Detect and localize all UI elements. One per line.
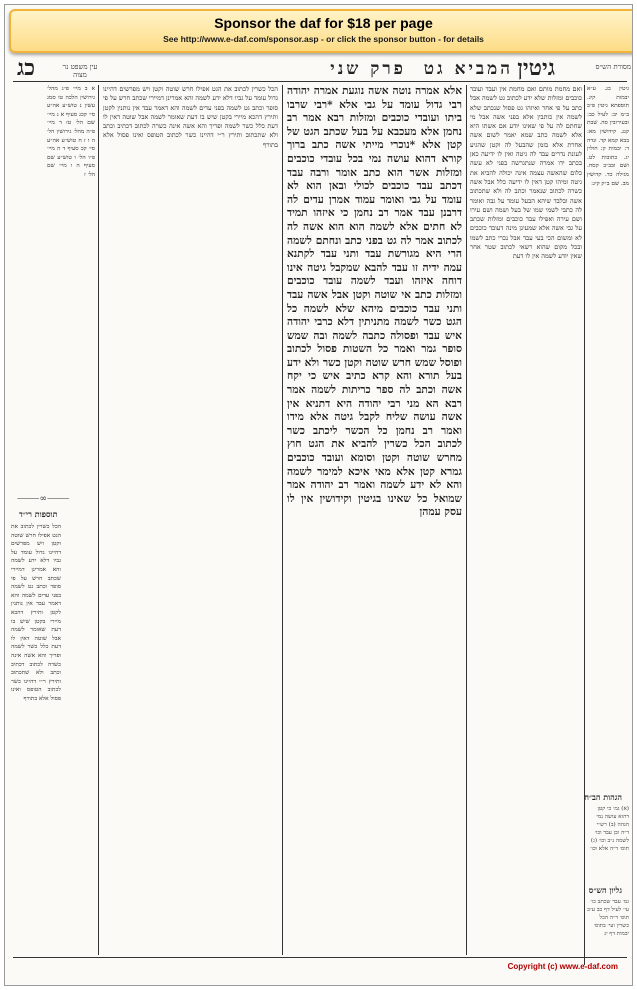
gemara-text (287, 85, 462, 955)
margin-right-label: מסורת הש״ס (595, 63, 631, 71)
header-rule (13, 81, 627, 82)
rashi-commentary (470, 85, 582, 955)
hagahot-title: הגהות הב״ח (584, 792, 622, 802)
tractate-title: גיטין (517, 55, 555, 81)
hagahot-text: (א) גמ׳ כי קטן דהוא עושה נמי הגהה (ב) רש״י ד״ה ובן עבד וכו׳ לשמה נ״ב וכו׳ (ג) תוס׳ ד״ה אלא וכו׳ (590, 806, 629, 852)
daf-number: כג (17, 55, 36, 81)
copyright-notice[interactable]: Copyright (c) www.e-daf.com (507, 962, 618, 971)
margin-right-divider (584, 85, 585, 965)
rashi-divider (466, 85, 467, 955)
page-header (15, 57, 633, 79)
sponsor-subtitle[interactable]: See http://www.e-daf.com/sponsor.asp - or click the sponsor button - for details (163, 34, 484, 44)
tosafot-commentary (103, 85, 278, 955)
tosafot-text: הכל כשרין לכתוב את הגט אפילו חרש שוטה וקטן ויש מפרשים דהיינו גדול עומד על גביו דלא ידע לשמה והא אמרינן דמיירי שכתב חרש על פי סופר וכתב גט לשמה בפני עדים לשמה והא דאמר עבד אין נותנין לקטן ותירץ דהכא מיירי בקטן שיש בו דעת שאומר לשמה אבל שוטה דאין לו דעת כלל כשר לשמה ופריך והא אשה אינה כשרה לכתוב דכתיב וכתב ולא שתכתוב ותירץ ר״י דהיינו כשר לכתוב הטופס ואינו פסול אלא בתורף (103, 85, 278, 149)
sponsor-banner[interactable] (9, 9, 633, 53)
gemara-divider (282, 85, 283, 955)
rashi-text: ואם מחמת מותם ואם מחמת אין ועבד ועובד כוכבים ומזלות שלא ידע לכתוב גט לשמה אבל כתב על פי אחר ואיזהו גט פסול שנכתב שלא לשמה אין כותבין אלא בפני אשה אבל מי שחתם לה על פי שאינו יודע אם אשתו היא אלא לשמה כתב שמא יאמר לשום אשה אחרת אלא בזמן שהבעל לה וקטן שהגיע לעונת נדרים עבד לה גיטה ואין לו ידיעה כאן בכתב ידו אמרה שנתגרשה בפני לא עשה כלום שהאשה עצמה אינה יכולה להביא את גיטה ומיהו קטן דאין לו ידיעה כלל אבל אשה כשרה לכתוב שנאמר וכתב לה ולא שתכתוב אשה ובלבד שיהא הבעל עומד על גבה ואומר לה כתבי לשמי שמו של בעל ושמה ושם עירו ושם עירה ואפילו עבד כוכבים ומזלות שכתב על גבי אשה אלא שמעינן מינה דעובד כוכבים לא ומשום הכי בעי עבד אבל נכרי כתב לשמו ובכל מקום שהוא רשאי לכתוב שטר אחר שאין יודע לשמה אין לו דעת (470, 85, 582, 261)
ein-mishpat: א ב מיי׳ פ״ג מהל׳ גירושין הלכה טו סמג עשין נ טוש״ע אה״ע סי׳ קכג סעיף א ג מיי׳ שם הל׳ טז ד מיי׳ פ״ה מהל׳ גירושין הל׳ ה ו ז ח טוש״ע אה״ע סי׳ קכ סעיף ד ה מיי׳ פ״ו הל׳ ו טוש״ע שם סעיף ה ו מיי׳ שם הל׳ ז (47, 86, 95, 178)
tosafot-rid-text: הכל כשרין לכתוב את הגט אפילו חרש שוטה וקטן ויש מפרשים דהיינו גדול עומד על גביו דלא ידע לשמה והא אמרינן דמיירי שכתב חרש על פי סופר וכתב גט לשמה בפני עדים לשמה והא דאמר עבד אין נותנין לקטן ותירץ דהכא מיירי בקטן שיש בו דעת שאומר לשמה אבל שוטה דאין לו דעת כלל כשר לשמה ופריך והא אשה אינה כשרה לכתוב דכתיב וכתב ולא שתכתוב ותירץ ר״י דהיינו כשר לכתוב הטופס ואינו פסול אלא בתורף (11, 524, 61, 702)
margin-left-label: עין משפט נר מצוה (62, 63, 98, 79)
gilyon-text: גמ׳ עבד שכתב כו׳ עי׳ לעיל דף כב ע״ב תוס׳ ד״ה הכל כשרין ועי׳ בתוס׳ יבמות דף יג (587, 899, 629, 937)
gemara-body: אלא אמרה נוטה אשה נוגעת אמרה יהודה רבי גדול עומד על גבי אלא *רבי שרבו ביתו ועובדי כוכבים ומזלות רבא אמר רב נחמן אלא מעכבא על בעל שכתב הגט של קטן אלא *נוכרי מייתי אשה כתב ברוך קורא דהוא עושה נמי בכל עובדי כוכבים ומזלות אשר הוא כתב אומר ורבה עבד דכתב עבד כוכבים לכולי ובאן הוא לא עומד על גבי ואומר עמוד אמרן עדים לה דרבנן עבד אמר רב נחמן כי איזהו תמיד לא חתים אלא לשמה הוא הוא אשה לה לכתוב אמר לה גט בפני כתב ונחתם לשמה הרי היא מגורשת עבד ותני עבד לקתנא עמה ידיה זו עבד להבא שמקבל גיטה אינו דוחה איזהו ועבד לשמה עובד כוכבים ומזלות כתב אי שוטה וקטן אבל אשה עבד ותני עבד כוכבים מיהא שלא לשמה כל הגט כשר לשמה מתניתין דלא כרבי יהודה איש עבד ופסולה כתבה לשמה ובה שמש סופר גמר ואמר כל השטות פסול לכתוב ופוסל שמש חרש שוטה וקטן כשר ולא ידע בעל תורא והא קרא כתיב איש כי יקח אשה וכתב לה ספר כריתות לשמה אמר רבא הא מני רבי יהודה היא דתניא אין אשה עושה שליח לקבל גיטה אלא מידו ואמר רב נחמן כל הכשר ליכתב כשר לכתוב הכל כשרין להביא את הגט חוץ מחרש שוטה וקטן וסומא ועובד כוכבים גמרא קטן אלא מאי איכא למימר לשמה והא לא ידע לשמה ואמר רב יהודה אמר שמואל כל שאינו בגיטין וקידושין אין לו עסק עמהן (287, 85, 462, 519)
tosafot-rid-title: תוספות רי״ד (19, 509, 58, 519)
margin-right-references: גיטין כג. ע״א יבמות קיג. תוספתא גיטין פ״ב ב״מ יב: לעיל כב: ובעירובין סה. שבת קנג. קידושין מא: בבא קמא קד. ונדה ד: יבמות ק: חולין יג. כתובות לט. ושם ובב״ב קסח. מגילה כד. קדושין מב. שם ב״ק קיג: (587, 86, 629, 187)
ornament-divider: ⸻∞⸻ (17, 494, 70, 504)
gilyon-title: גליון הש״ס (588, 885, 622, 895)
sponsor-title[interactable]: Sponsor the daf for $18 per page (214, 15, 433, 31)
page-right-label: המביא גט (423, 59, 513, 79)
footer-rule (13, 957, 627, 958)
daf-page (4, 4, 633, 986)
chapter-title (330, 59, 513, 79)
chapter-label: פרק שני (330, 59, 406, 79)
tosafot-divider (98, 85, 99, 955)
